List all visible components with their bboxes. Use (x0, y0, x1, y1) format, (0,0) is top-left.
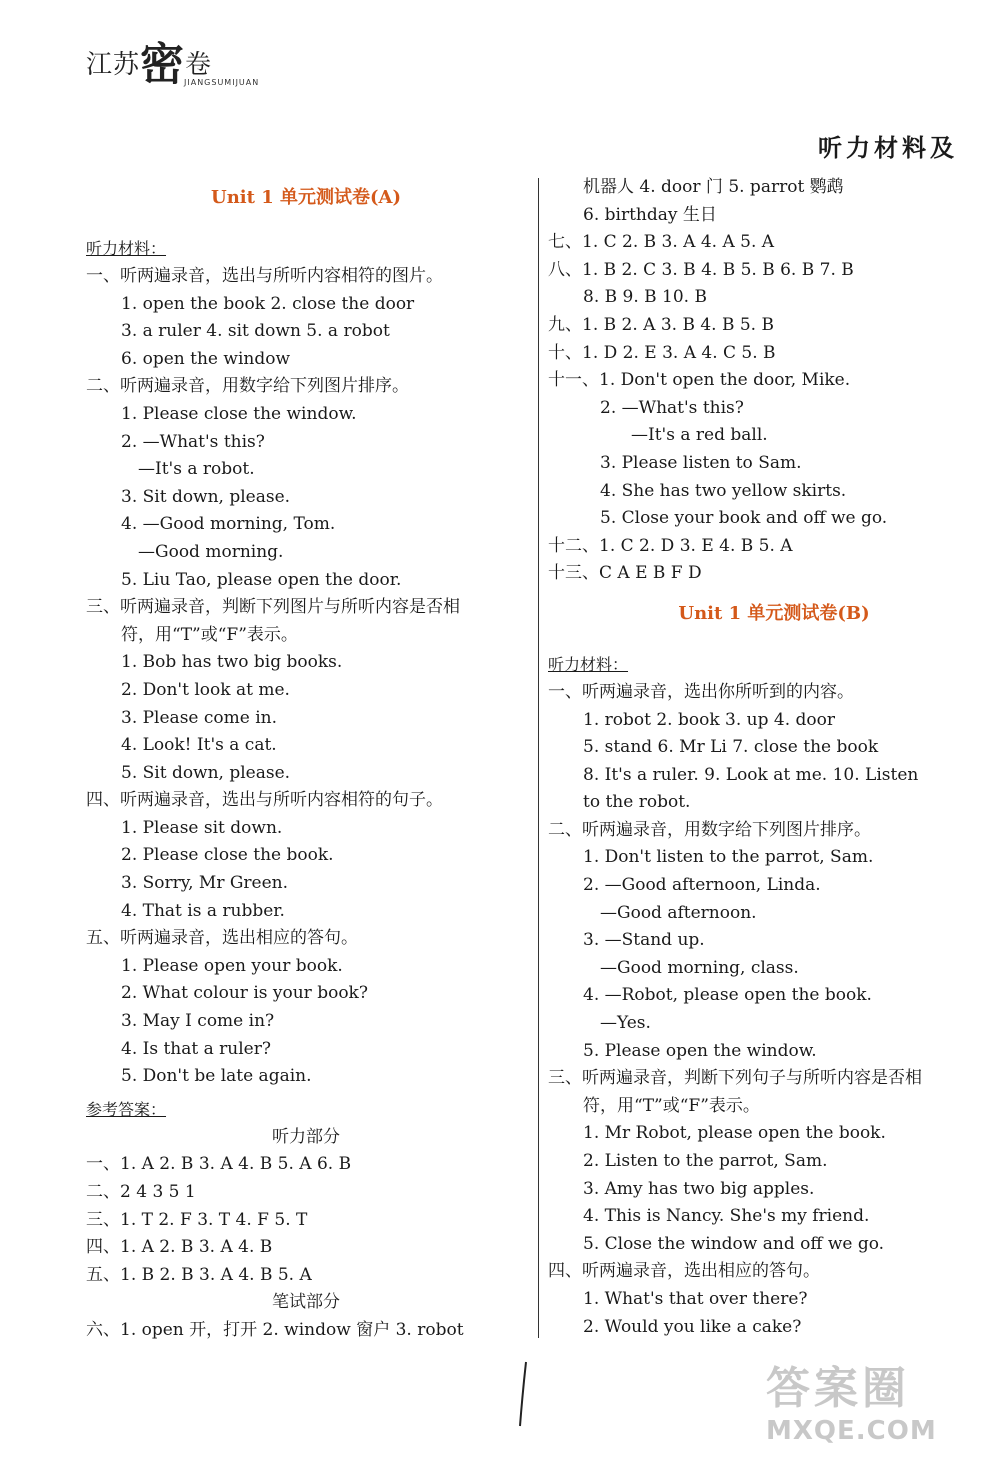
unit-title-b: Unit 1 单元测试卷(B) (678, 602, 870, 624)
list-item: 4. —Good morning, Tom. (121, 514, 336, 535)
question-heading: 三、听两遍录音，判断下列句子与所听内容是否相 (548, 1068, 922, 1089)
list-item: 1. Bob has two big books. (121, 652, 343, 673)
listening-label: 听力材料： (86, 239, 167, 258)
list-item: to the robot. (583, 792, 691, 813)
list-item: 5. Liu Tao, please open the door. (121, 569, 402, 590)
question-heading-cont: 符，用“T”或“F”表示。 (121, 624, 298, 645)
answer-row: 8. B 9. B 10. B (583, 287, 707, 308)
watermark (766, 1352, 996, 1452)
list-item: 3. May I come in? (121, 1011, 275, 1032)
list-item: 1. Mr Robot, please open the book. (583, 1123, 886, 1144)
listening-part-heading: 听力部分 (272, 1126, 340, 1147)
list-item: 1. Please close the window. (121, 403, 357, 424)
list-item: —Good morning, class. (600, 957, 799, 978)
unit-title-a: Unit 1 单元测试卷(A) (211, 187, 401, 208)
answer-row: 十二、1. C 2. D 3. E 4. B 5. A (548, 535, 793, 556)
answer-row: 六、1. open 开，打开 2. window 窗户 3. robot (86, 1319, 464, 1340)
list-item: 1. Please sit down. (121, 817, 283, 838)
answer-row: 七、1. C 2. B 3. A 4. A 5. A (548, 232, 775, 253)
list-item: —Good morning. (138, 541, 284, 562)
question-heading-cont: 符，用“T”或“F”表示。 (583, 1095, 760, 1116)
logo-text: 江苏密卷 (86, 39, 213, 90)
answer-row: 三、1. T 2. F 3. T 4. F 5. T (86, 1209, 308, 1230)
watermark-top: 答案圈 (766, 1363, 910, 1414)
list-item: —Good afternoon. (600, 902, 757, 923)
list-item: 2. —What's this? (121, 431, 265, 452)
list-item: 1. What's that over there? (583, 1288, 808, 1309)
list-item: 1. Please open your book. (121, 955, 343, 976)
list-item: 4. That is a rubber. (121, 900, 285, 921)
right-column (548, 174, 1000, 1341)
list-item: 1. Don't listen to the parrot, Sam. (583, 847, 874, 868)
answer-row: 4. She has two yellow skirts. (600, 480, 847, 501)
list-item: 5. Please open the window. (583, 1040, 817, 1061)
answers-label: 参考答案： (86, 1099, 167, 1119)
answer-row: 四、1. A 2. B 3. A 4. B (86, 1237, 273, 1258)
list-item: 1. robot 2. book 3. up 4. door (583, 709, 835, 730)
list-item: 2. Would you like a cake? (583, 1316, 802, 1337)
list-item: 3. Sorry, Mr Green. (121, 873, 289, 894)
answer-row: 3. Please listen to Sam. (600, 452, 802, 473)
question-heading: 一、听两遍录音，选出与所听内容相符的图片。 (86, 266, 443, 286)
section-title: 听力材料及 (818, 133, 958, 162)
answer-row: 6. birthday 生日 (583, 204, 717, 225)
listening-label-b: 听力材料： (548, 654, 629, 674)
answer-row: 九、1. B 2. A 3. B 4. B 5. B (548, 314, 774, 335)
list-item: 4. —Robot, please open the book. (583, 985, 872, 1006)
question-heading: 四、听两遍录音，选出与所听内容相符的句子。 (86, 790, 443, 811)
answer-row: 五、1. B 2. B 3. A 4. B 5. A (86, 1264, 312, 1285)
question-heading: 一、听两遍录音，选出你所听到的内容。 (548, 681, 854, 702)
answer-row: 2. —What's this? (600, 397, 744, 418)
list-item: 5. Sit down, please. (121, 762, 291, 783)
answer-row: 一、1. A 2. B 3. A 4. B 5. A 6. B (86, 1154, 352, 1175)
logo-pinyin: JIANGSUMIJUAN (184, 78, 260, 87)
list-item: 3. Please come in. (121, 707, 278, 728)
list-item: 8. It's a ruler. 9. Look at me. 10. Listen (583, 764, 919, 785)
list-item: —It's a robot. (138, 459, 255, 480)
list-item: 2. What colour is your book? (121, 983, 368, 1004)
question-heading: 二、听两遍录音，用数字给下列图片排序。 (548, 819, 871, 840)
list-item: 3. Amy has two big apples. (583, 1178, 815, 1199)
list-item: 5. Don't be late again. (121, 1066, 312, 1087)
list-item: 2. —Good afternoon, Linda. (583, 875, 821, 896)
answer-row: 八、1. B 2. C 3. B 4. B 5. B 6. B 7. B (548, 259, 854, 280)
answer-row: —It's a red ball. (631, 425, 768, 446)
list-item: 4. Is that a ruler? (121, 1038, 271, 1059)
watermark-bottom: MXQE.COM (766, 1416, 937, 1446)
list-item: 4. Look! It's a cat. (121, 735, 277, 756)
question-heading: 二、听两遍录音，用数字给下列图片排序。 (86, 376, 409, 397)
list-item: —Yes. (600, 1013, 651, 1034)
answer-row: 十三、C A E B F D (548, 563, 702, 584)
list-item: 6. open the window (121, 348, 291, 369)
list-item: 2. Don't look at me. (121, 679, 290, 700)
left-column (86, 180, 526, 1345)
answer-row: 十一、1. Don't open the door, Mike. (548, 370, 851, 391)
pen-stroke-mark (514, 1360, 534, 1430)
answer-row: 十、1. D 2. E 3. A 4. C 5. B (548, 342, 776, 363)
list-item: 2. Please close the book. (121, 845, 334, 866)
list-item: 5. stand 6. Mr Li 7. close the book (583, 737, 879, 758)
question-heading: 四、听两遍录音，选出相应的答句。 (548, 1261, 820, 1282)
answer-row: 5. Close your book and off we go. (600, 508, 888, 529)
question-heading: 三、听两遍录音，判断下列图片与所听内容是否相 (86, 597, 460, 618)
written-part-heading: 笔试部分 (272, 1292, 340, 1313)
answer-row: 二、2 4 3 5 1 (86, 1182, 196, 1202)
list-item: 1. open the book 2. close the door (121, 293, 415, 314)
brand-logo (86, 20, 326, 90)
list-item: 5. Close the window and off we go. (583, 1233, 885, 1254)
list-item: 3. —Stand up. (583, 930, 705, 951)
list-item: 3. Sit down, please. (121, 486, 291, 507)
list-item: 2. Listen to the parrot, Sam. (583, 1151, 828, 1171)
column-divider (538, 178, 539, 1338)
answer-row: 机器人 4. door 门 5. parrot 鹦鹉 (583, 177, 844, 197)
list-item: 3. a ruler 4. sit down 5. a robot (121, 321, 390, 342)
question-heading: 五、听两遍录音，选出相应的答句。 (86, 928, 358, 949)
list-item: 4. This is Nancy. She's my friend. (583, 1206, 870, 1227)
